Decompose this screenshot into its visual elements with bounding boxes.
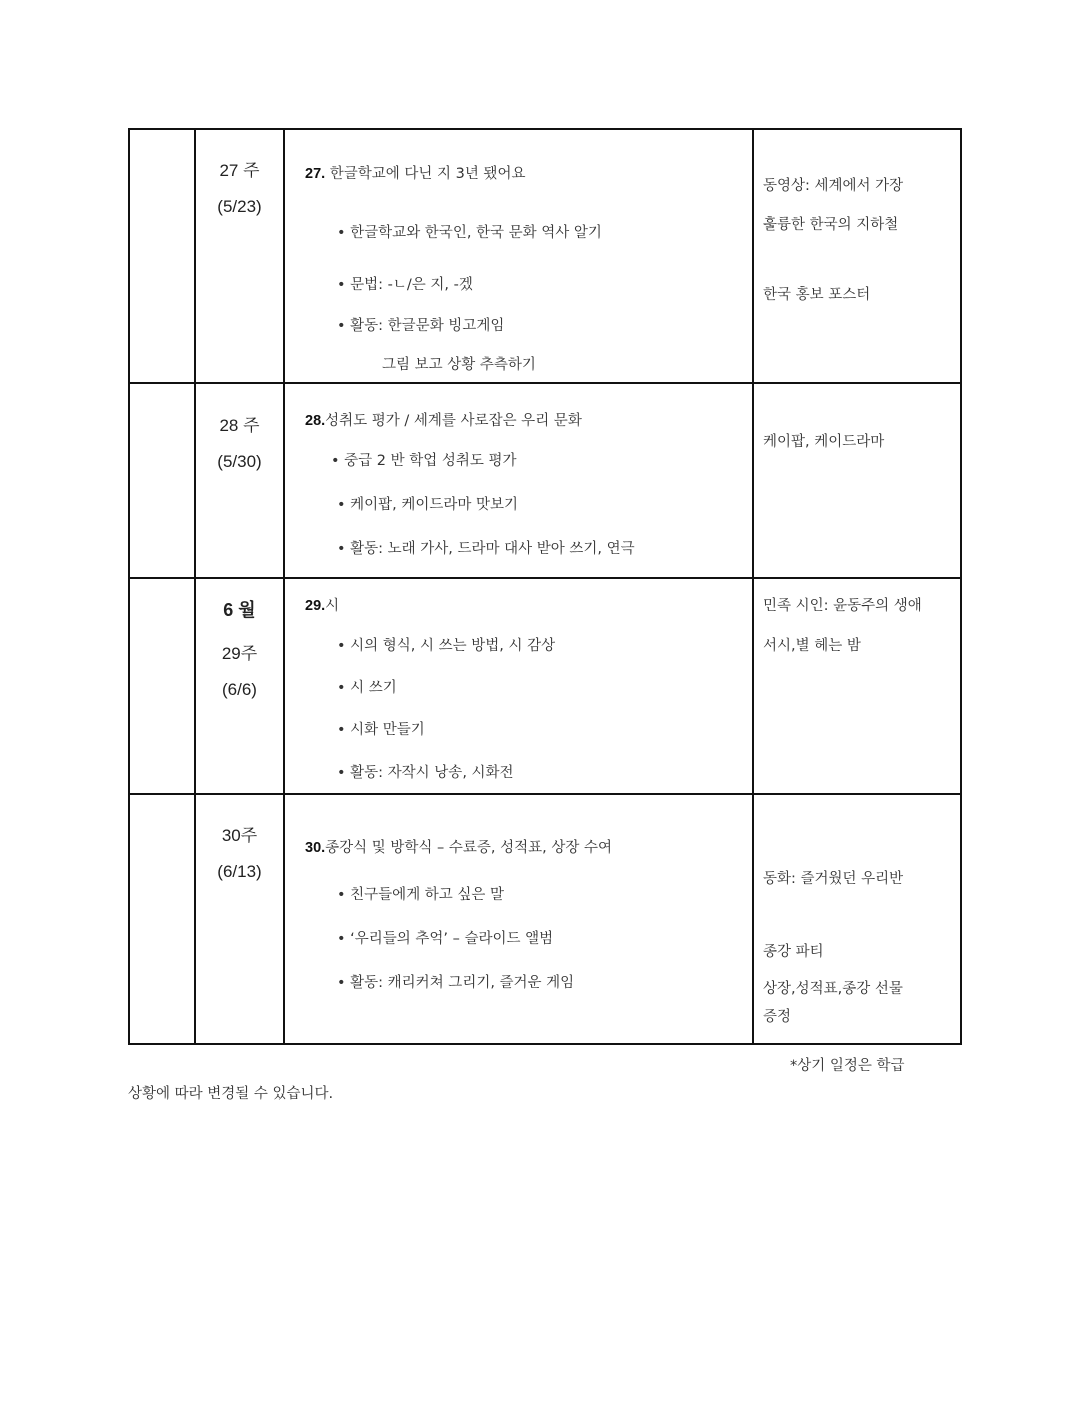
lesson-cell xyxy=(284,129,753,383)
table-row xyxy=(129,578,961,794)
table-row xyxy=(129,383,961,578)
month-cell xyxy=(129,578,195,794)
week-date: (6/6) xyxy=(222,680,257,699)
lesson-item: • 활동: 캐리커쳐 그리기, 즐거운 게임 xyxy=(337,975,575,991)
week-cell xyxy=(195,383,284,578)
resources-cell xyxy=(753,383,961,578)
week-cell xyxy=(195,578,284,794)
lesson-item: • 시의 형식, 시 쓰는 방법, 시 감상 xyxy=(337,638,556,654)
lesson-item: • 중급 2 반 학업 성취도 평가 xyxy=(331,453,517,469)
lesson-item: • 케이팝, 케이드라마 맛보기 xyxy=(337,497,519,513)
lesson-cell xyxy=(284,578,753,794)
week-cell xyxy=(195,794,284,1044)
month-cell xyxy=(129,794,195,1044)
week-date: (5/23) xyxy=(217,197,262,216)
footnote-line-1: *상기 일정은 학급 xyxy=(790,1058,905,1074)
lesson-title: 27. 한글학교에 다닌 지 3년 됐어요 xyxy=(305,166,526,182)
month-cell xyxy=(129,129,195,383)
lesson-title: 30.종강식 및 방학식 – 수료증, 성적표, 상장 수여 xyxy=(305,840,613,856)
lesson-item: • 문법: -ㄴ/은 지, -겠 xyxy=(337,277,473,293)
lesson-cell xyxy=(284,794,753,1044)
lesson-item: • 활동: 한글문화 빙고게임 xyxy=(337,318,505,334)
resource-line: 동화: 즐거웠던 우리반 xyxy=(763,871,904,887)
resource-line: 증정 xyxy=(763,1009,792,1025)
resource-line: 종강 파티 xyxy=(763,944,824,960)
week-date: (6/13) xyxy=(217,862,262,881)
lesson-title: 28.성취도 평가 / 세계를 사로잡은 우리 문화 xyxy=(305,413,582,429)
lesson-item: • ‘우리들의 추억’ – 슬라이드 앨범 xyxy=(337,931,554,947)
month-cell xyxy=(129,383,195,578)
lesson-item: • 친구들에게 하고 싶은 말 xyxy=(337,887,505,903)
resource-line: 케이팝, 케이드라마 xyxy=(763,434,885,450)
footnote-line-2: 상황에 따라 변경될 수 있습니다. xyxy=(128,1086,334,1102)
lesson-item: • 한글학교와 한국인, 한국 문화 역사 알기 xyxy=(337,225,602,241)
resource-line: 동영상: 세계에서 가장 xyxy=(763,178,904,194)
week-label: 30주 xyxy=(221,826,258,845)
resource-line: 민족 시인: 윤동주의 생애 xyxy=(763,598,922,614)
schedule-table xyxy=(128,128,962,1045)
resources-cell xyxy=(753,794,961,1044)
resources-cell xyxy=(753,578,961,794)
week-cell xyxy=(195,129,284,383)
week-label: 29주 xyxy=(221,644,258,663)
lesson-number: 29. xyxy=(305,598,326,614)
resource-line: 훌륭한 한국의 지하철 xyxy=(763,217,899,233)
lesson-title: 29.시 xyxy=(305,598,340,614)
lesson-number: 30. xyxy=(305,840,326,856)
table-row xyxy=(129,794,961,1044)
resource-line: 서시,별 헤는 밤 xyxy=(763,638,861,654)
lesson-number: 28. xyxy=(305,413,326,429)
lesson-item: • 활동: 노래 가사, 드라마 대사 받아 쓰기, 연극 xyxy=(337,541,635,557)
week-date: (5/30) xyxy=(217,452,262,471)
lesson-item: 그림 보고 상황 추측하기 xyxy=(382,357,536,373)
week-label: 28 주 xyxy=(219,416,260,435)
lesson-item: • 활동: 자작시 낭송, 시화전 xyxy=(337,765,514,781)
week-label: 27 주 xyxy=(219,161,260,180)
lesson-number: 27. xyxy=(305,166,326,182)
month-label: 6 월 xyxy=(223,600,256,620)
lesson-cell xyxy=(284,383,753,578)
lesson-item: • 시 쓰기 xyxy=(337,680,397,696)
table-row xyxy=(129,129,961,383)
resource-line: 한국 홍보 포스터 xyxy=(763,287,871,303)
resource-line: 상장,성적표,종강 선물 xyxy=(763,981,903,997)
lesson-item: • 시화 만들기 xyxy=(337,722,425,738)
resources-cell xyxy=(753,129,961,383)
